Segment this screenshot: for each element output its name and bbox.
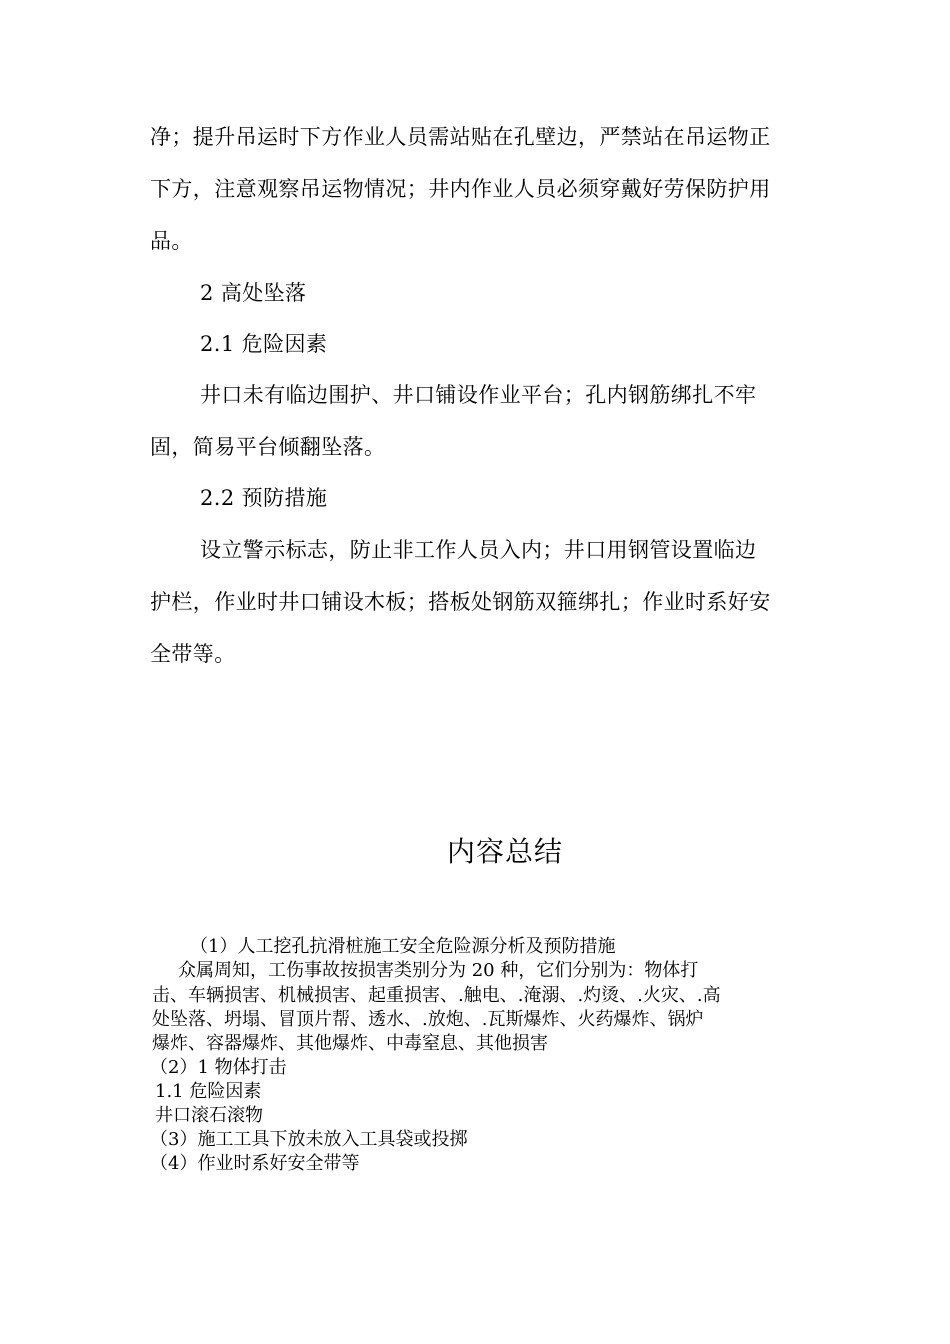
summary-line-1: （1）人工挖孔抗滑桩施工安全危险源分析及预防措施 — [190, 936, 616, 957]
body-line-7: 固，简易平台倾翻坠落。 — [150, 435, 386, 459]
summary-line-5: 爆炸、容器爆炸、其他爆炸、中毒窒息、其他损害 — [152, 1033, 548, 1054]
summary-line-8: 井口滚石滚物 — [155, 1105, 263, 1126]
subsection-heading-2-2: 2.2 预防措施 — [200, 486, 328, 510]
summary-line-7: 1.1 危险因素 — [155, 1081, 262, 1102]
summary-line-9: （3）施工工具下放未放入工具袋或投掷 — [150, 1129, 468, 1150]
summary-title: 内容总结 — [446, 835, 563, 868]
summary-line-2: 众属周知，工伤事故按损害类别分为 20 种，它们分别为：物体打 — [178, 960, 699, 981]
body-line-10: 护栏，作业时井口铺设木板；搭板处钢筋双箍绑扎；作业时系好安 — [150, 590, 771, 614]
body-line-9: 设立警示标志，防止非工作人员入内；井口用钢管设置临边 — [200, 538, 757, 562]
summary-line-4: 处坠落、坍塌、冒顶片帮、透水、.放炮、.瓦斯爆炸、火药爆炸、锅炉 — [152, 1009, 704, 1030]
body-line-3: 品。 — [150, 229, 193, 253]
body-line-11: 全带等。 — [150, 642, 236, 666]
body-line-1: 净；提升吊运时下方作业人员需站贴在孔壁边，严禁站在吊运物正 — [150, 125, 771, 149]
summary-line-3: 击、车辆损害、机械损害、起重损害、.触电、.淹溺、.灼烫、.火灾、.高 — [152, 985, 721, 1006]
section-heading-2: 2 高处坠落 — [200, 281, 307, 305]
body-line-2: 下方，注意观察吊运物情况；井内作业人员必须穿戴好劳保防护用 — [150, 177, 771, 201]
summary-line-6: （2）1 物体打击 — [150, 1057, 287, 1078]
subsection-heading-2-1: 2.1 危险因素 — [200, 332, 328, 356]
body-line-6: 井口未有临边围护、井口铺设作业平台；孔内钢筋绑扎不牢 — [200, 383, 757, 407]
summary-line-10: （4）作业时系好安全带等 — [150, 1153, 360, 1174]
